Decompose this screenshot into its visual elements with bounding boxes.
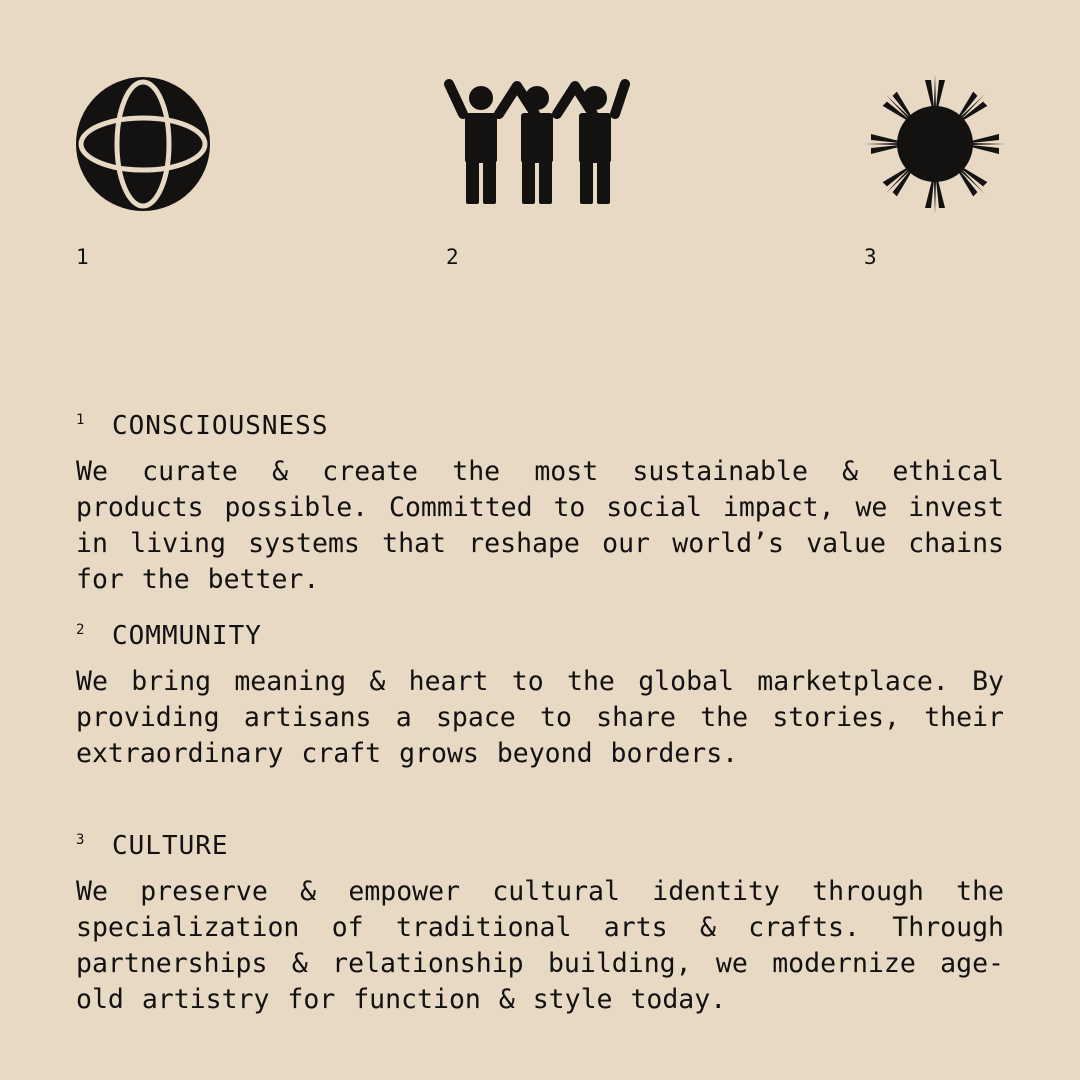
section-heading	[76, 618, 1004, 658]
section-community	[76, 618, 1004, 772]
section-culture	[76, 828, 1004, 1018]
section-heading	[76, 408, 1004, 448]
sun-icon	[864, 74, 1006, 214]
section-body: We curate & create the most sustainable & ethical products possible. Committed to social impact, we invest in living systems that reshape our world’s value chains for the better.	[76, 456, 1004, 595]
section-title: CONSCIOUSNESS	[112, 411, 329, 441]
section-consciousness	[76, 408, 1004, 598]
section-title: CULTURE	[112, 831, 229, 861]
section-body: We preserve & empower cultural identity through the specialization of traditional arts & crafts. Through partnerships & relationship building, we modernize age-old artistry for function & style today.	[76, 876, 1004, 1015]
section-number: 2	[76, 622, 85, 638]
people-raising-hands-icon	[443, 74, 631, 214]
icon-number-3: 3	[864, 245, 877, 269]
globe-icon	[74, 74, 212, 214]
icon-number-1: 1	[76, 245, 89, 269]
icon-number-2: 2	[446, 245, 459, 269]
section-heading	[76, 828, 1004, 868]
section-number: 3	[76, 832, 85, 848]
section-number: 1	[76, 412, 85, 428]
section-body: We bring meaning & heart to the global marketplace. By providing artisans a space to share the stories, their extraordinary craft grows beyond borders.	[76, 666, 1004, 769]
section-title: COMMUNITY	[112, 621, 262, 651]
